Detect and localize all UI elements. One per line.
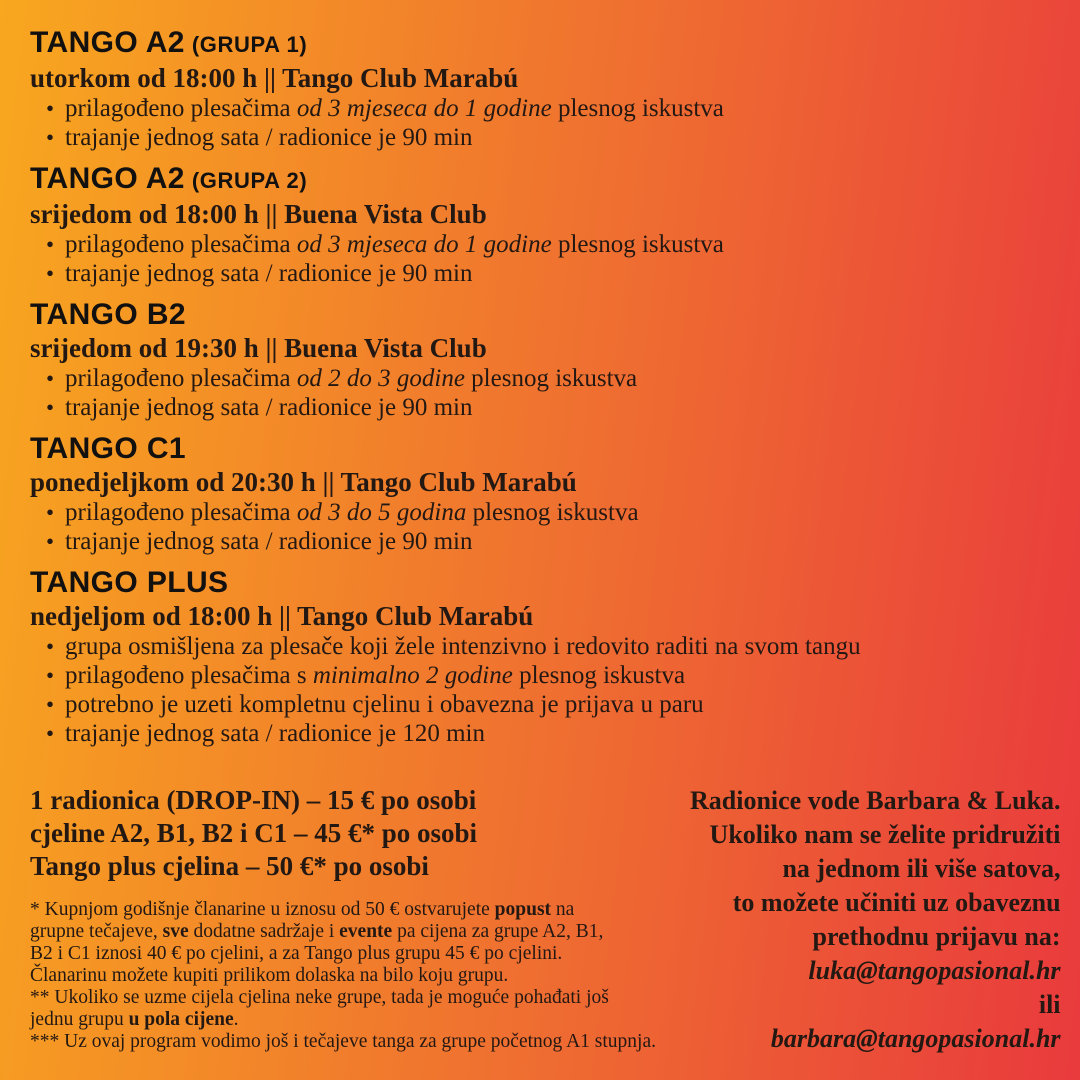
bullet-item: [30, 259, 1052, 288]
bullet-item: [30, 498, 1052, 527]
contact-line: Ukoliko nam se želite pridružiti: [709, 820, 1061, 849]
text-run: prilagođeno plesačima s: [65, 662, 313, 689]
text-run: grupa osmišljena za plesače koji žele intenzivno i redovito raditi na svom tangu: [65, 633, 861, 660]
bullet-item: [30, 527, 1052, 556]
section-title-text: TANGO PLUS: [30, 566, 229, 599]
section-schedule: utorkom od 18:00 h || Tango Club Marabú: [30, 63, 519, 93]
bullet-item: [30, 719, 1052, 748]
contact-email-luka: luka@tangopasional.hr: [808, 956, 1061, 985]
text-run: dodatne sadržaje i: [188, 921, 340, 942]
text-run: plesnog iskustva: [466, 499, 639, 526]
price-line: cjeline A2, B1, B2 i C1 – 45 €* po osobi: [30, 818, 478, 848]
text-emphasis: od 3 mjeseca do 1 godine: [296, 95, 552, 122]
price-line: Tango plus cjelina – 50 €* po osobi: [30, 851, 429, 881]
section-title-text: TANGO A2: [30, 162, 185, 195]
text-run: prilagođeno plesačima: [65, 499, 297, 526]
contact-line: Radionice vode Barbara & Luka.: [690, 786, 1061, 815]
text-run: * Kupnjom godišnje članarine u iznosu od 50 € ostvarujete: [30, 899, 495, 920]
text-emphasis: evente: [339, 921, 393, 942]
text-run: *** Uz ovaj program vodimo još i tečajeve tanga za grupe početnog A1 stupnja.: [30, 1031, 656, 1052]
section-title: [30, 26, 1052, 62]
text-run: Članarinu možete kupiti prilikom dolaska na bilo koju grupu.: [30, 965, 509, 986]
sections: [30, 26, 1052, 748]
footnote-line: [30, 987, 690, 1009]
section-title-text: TANGO C1: [30, 432, 186, 465]
contact-line: na jednom ili više satova,: [782, 854, 1061, 883]
text-run: B2 i C1 iznosi 40 € po cjelini, a za Tango plus grupu 45 € po cjelini.: [30, 943, 563, 964]
section-title: [30, 432, 1052, 466]
contact-block: [690, 784, 1061, 1056]
text-emphasis: od 3 do 5 godina: [296, 499, 467, 526]
schedule-section: [30, 26, 1052, 152]
contact-lines: [690, 784, 1061, 954]
section-title-text: TANGO A2: [30, 26, 185, 59]
text-run: plesnog iskustva: [512, 662, 686, 689]
contact-line: prethodnu prijavu na:: [812, 922, 1061, 951]
text-run: .: [233, 1009, 239, 1030]
bullet-item: [30, 690, 1052, 719]
bullet-item: [30, 230, 1052, 259]
footnote-line: [30, 921, 690, 943]
schedule-section: [30, 566, 1052, 748]
text-run: plesnog iskustva: [464, 365, 638, 392]
text-run: trajanje jednog sata / radionice je 90 min: [65, 528, 473, 555]
bullet-list: [30, 498, 1052, 556]
bullet-list: [30, 364, 1052, 422]
text-emphasis: od 3 mjeseca do 1 godine: [296, 231, 552, 258]
footnotes: [30, 899, 690, 1053]
section-title-text: TANGO B2: [30, 298, 186, 331]
text-run: prilagođeno plesačima: [65, 365, 297, 392]
schedule-section: [30, 162, 1052, 288]
text-emphasis: sve: [162, 921, 189, 942]
pricing-lines: [30, 784, 690, 883]
text-run: trajanje jednog sata / radionice je 90 min: [65, 260, 473, 287]
schedule-section: [30, 298, 1052, 422]
footnote: [30, 987, 690, 1031]
text-run: pa cijena za grupe A2, B1,: [392, 921, 604, 942]
pricing-and-footnotes: [30, 784, 690, 1053]
contact-separator: ili: [1038, 990, 1061, 1019]
footnote-line: [30, 1031, 690, 1053]
text-run: prilagođeno plesačima: [65, 95, 297, 122]
footnote-line: [30, 965, 690, 987]
bullet-item: [30, 661, 1052, 690]
bullet-item: [30, 364, 1052, 393]
bullet-list: [30, 632, 1052, 748]
section-title: [30, 162, 1052, 198]
text-emphasis: popust: [494, 899, 552, 920]
footnote: [30, 899, 690, 987]
text-run: na: [551, 899, 575, 920]
text-emphasis: od 2 do 3 godine: [296, 365, 465, 392]
section-title: [30, 298, 1052, 332]
schedule-section: [30, 432, 1052, 556]
text-emphasis: u pola cijene: [128, 1009, 234, 1030]
bullet-item: [30, 632, 1052, 661]
text-emphasis: minimalno 2 godine: [312, 662, 513, 689]
bullet-item: [30, 123, 1052, 152]
text-run: trajanje jednog sata / radionice je 120 min: [65, 720, 485, 747]
contact-email-barbara: barbara@tangopasional.hr: [770, 1024, 1061, 1053]
section-schedule: ponedjeljkom od 20:30 h || Tango Club Marabú: [30, 467, 577, 497]
footnote-line: [30, 899, 690, 921]
bullet-list: [30, 230, 1052, 288]
contact-line: to možete učiniti uz obaveznu: [732, 888, 1061, 917]
section-title: [30, 566, 1052, 600]
text-run: potrebno je uzeti kompletnu cjelinu i obavezna je prijava u paru: [65, 691, 704, 718]
text-run: trajanje jednog sata / radionice je 90 min: [65, 124, 473, 151]
text-run: grupne tečajeve,: [30, 921, 163, 942]
section-group-label: (GRUPA 2): [191, 168, 308, 193]
section-schedule: srijedom od 18:00 h || Buena Vista Club: [30, 199, 487, 229]
section-schedule: nedjeljom od 18:00 h || Tango Club Marabú: [30, 601, 534, 631]
section-group-label: (GRUPA 1): [191, 32, 308, 57]
bullet-item: [30, 94, 1052, 123]
bullet-item: [30, 393, 1052, 422]
section-schedule: srijedom od 19:30 h || Buena Vista Club: [30, 333, 487, 363]
text-run: plesnog iskustva: [551, 231, 724, 258]
bottom-area: [30, 784, 1061, 1056]
text-run: jednu grupu: [30, 1009, 129, 1030]
footnote-line: [30, 1009, 690, 1031]
text-run: ** Ukoliko se uzme cijela cjelina neke grupe, tada je moguće pohađati još: [30, 987, 609, 1008]
price-line: 1 radionica (DROP-IN) – 15 € po osobi: [30, 785, 477, 815]
footnote-line: [30, 943, 690, 965]
footnote: [30, 1031, 690, 1053]
text-run: plesnog iskustva: [551, 95, 724, 122]
text-run: trajanje jednog sata / radionice je 90 min: [65, 394, 473, 421]
bullet-list: [30, 94, 1052, 152]
text-run: prilagođeno plesačima: [65, 231, 297, 258]
